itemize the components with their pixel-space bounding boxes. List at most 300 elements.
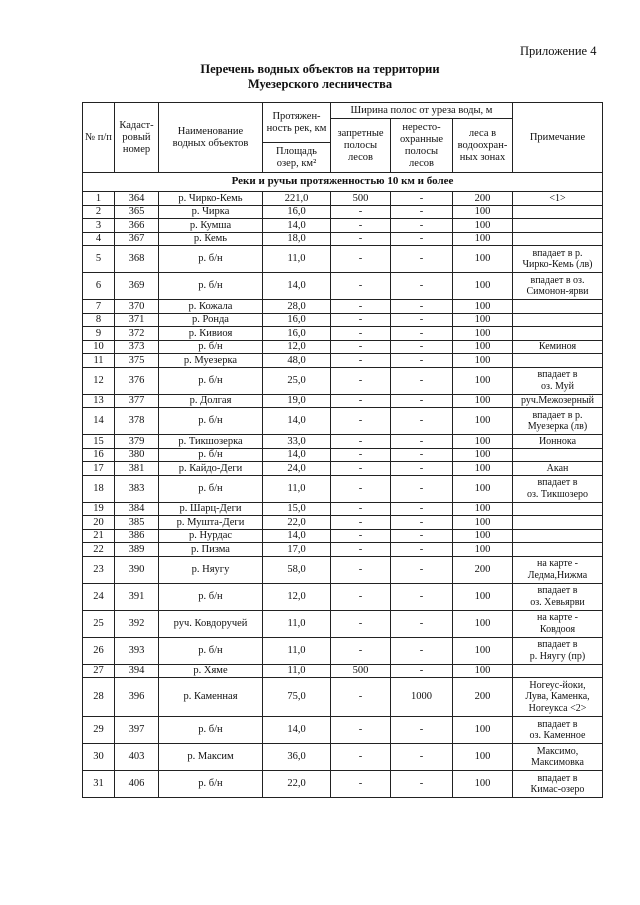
- table-row: [83, 246, 603, 273]
- note-line: впадает в: [537, 772, 578, 784]
- cadastral-cell: 378: [115, 408, 159, 435]
- vodo-cell: 100: [453, 313, 513, 327]
- zapret-cell: -: [331, 678, 391, 717]
- zapret-cell: -: [331, 205, 391, 219]
- length-cell: 12,0: [263, 340, 331, 354]
- note-line: впадает в: [537, 585, 578, 596]
- name-cell: р. Шарц-Деги: [159, 502, 263, 516]
- vodo-cell: 100: [453, 543, 513, 557]
- vodo-cell: 100: [453, 246, 513, 273]
- zapret-cell: -: [331, 313, 391, 327]
- cadastral-cell: 381: [115, 462, 159, 476]
- length-cell: 28,0: [263, 300, 331, 314]
- length-cell: 14,0: [263, 273, 331, 300]
- header-area: Площадь озер, км²: [263, 143, 331, 173]
- name-cell: р. Пизма: [159, 543, 263, 557]
- zapret-cell: -: [331, 367, 391, 394]
- nerest-cell: -: [391, 273, 453, 300]
- note-line: Ледма,Нижма: [527, 569, 588, 581]
- note-line: впадает в оз.: [530, 274, 585, 286]
- num-cell: 10: [83, 340, 115, 354]
- nerest-cell: -: [391, 313, 453, 327]
- note-cell: [513, 637, 603, 664]
- vodo-cell: 200: [453, 678, 513, 717]
- name-cell: р. Муезерка: [159, 354, 263, 368]
- note-line: оз. Тикшозеро: [526, 488, 589, 500]
- table-row: [83, 771, 603, 798]
- nerest-cell: -: [391, 475, 453, 502]
- note-line: руч.Межозерный: [520, 395, 595, 406]
- vodo-cell: 100: [453, 354, 513, 368]
- nerest-cell: -: [391, 502, 453, 516]
- name-cell: р. б/н: [159, 273, 263, 300]
- note-cell: [513, 340, 603, 354]
- nerest-cell: -: [391, 543, 453, 557]
- header-zapret: запретные полосы лесов: [331, 119, 391, 173]
- num-cell: 22: [83, 543, 115, 557]
- table-row: [83, 556, 603, 583]
- num-cell: 24: [83, 583, 115, 610]
- nerest-cell: -: [391, 583, 453, 610]
- name-cell: р. Тикшозерка: [159, 435, 263, 449]
- length-cell: 17,0: [263, 543, 331, 557]
- zapret-cell: -: [331, 327, 391, 341]
- cadastral-cell: 396: [115, 678, 159, 717]
- note-line: Ногеукса <2>: [528, 702, 587, 714]
- length-cell: 16,0: [263, 205, 331, 219]
- note-line: впадает в: [537, 369, 578, 380]
- num-cell: 26: [83, 637, 115, 664]
- note-line: р. Няугу (пр): [529, 650, 586, 662]
- note-line: Симонон-ярви: [526, 286, 589, 297]
- note-cell: [513, 192, 603, 206]
- cadastral-cell: 365: [115, 205, 159, 219]
- cadastral-cell: 364: [115, 192, 159, 206]
- note-cell: [513, 475, 603, 502]
- name-cell: р. Максим: [159, 744, 263, 771]
- cadastral-cell: 384: [115, 502, 159, 516]
- nerest-cell: 1000: [391, 678, 453, 717]
- zapret-cell: -: [331, 556, 391, 583]
- cadastral-cell: 383: [115, 475, 159, 502]
- note-line: Муезерка (лв): [527, 421, 588, 432]
- num-cell: 25: [83, 610, 115, 637]
- cadastral-cell: 371: [115, 313, 159, 327]
- table-row: [83, 664, 603, 678]
- note-cell: [513, 205, 603, 219]
- nerest-cell: -: [391, 205, 453, 219]
- zapret-cell: -: [331, 354, 391, 368]
- nerest-cell: -: [391, 367, 453, 394]
- table-row: [83, 354, 603, 368]
- note-cell: [513, 408, 603, 435]
- num-cell: 21: [83, 529, 115, 543]
- table-row: [83, 300, 603, 314]
- header-width-group: Ширина полос от уреза воды, м: [331, 103, 513, 119]
- vodo-cell: 100: [453, 771, 513, 798]
- note-line: на карте -: [537, 558, 578, 569]
- vodo-cell: 100: [453, 744, 513, 771]
- vodo-cell: 100: [453, 408, 513, 435]
- nerest-cell: -: [391, 192, 453, 206]
- zapret-cell: -: [331, 219, 391, 233]
- length-cell: 58,0: [263, 556, 331, 583]
- note-cell: [513, 448, 603, 462]
- length-cell: 14,0: [263, 219, 331, 233]
- cadastral-cell: 376: [115, 367, 159, 394]
- length-cell: 16,0: [263, 313, 331, 327]
- name-cell: р. Долгая: [159, 394, 263, 408]
- note-line: Ногеус-йоки,: [529, 679, 586, 691]
- cadastral-cell: 370: [115, 300, 159, 314]
- table-row: [83, 327, 603, 341]
- length-cell: 14,0: [263, 529, 331, 543]
- table-row: [83, 367, 603, 394]
- note-cell: [513, 219, 603, 233]
- length-cell: 14,0: [263, 717, 331, 744]
- header-nerest: нересто- охранные полосы лесов: [391, 119, 453, 173]
- vodo-cell: 100: [453, 610, 513, 637]
- nerest-cell: -: [391, 717, 453, 744]
- note-cell: [513, 610, 603, 637]
- note-line: на карте -: [537, 612, 578, 623]
- note-cell: [513, 394, 603, 408]
- table-row: [83, 313, 603, 327]
- num-cell: 17: [83, 462, 115, 476]
- zapret-cell: -: [331, 583, 391, 610]
- name-cell: р. б/н: [159, 367, 263, 394]
- vodo-cell: 100: [453, 205, 513, 219]
- nerest-cell: -: [391, 408, 453, 435]
- nerest-cell: -: [391, 556, 453, 583]
- length-cell: 19,0: [263, 394, 331, 408]
- table-row: [83, 744, 603, 771]
- num-cell: 13: [83, 394, 115, 408]
- zapret-cell: -: [331, 408, 391, 435]
- length-cell: 221,0: [263, 192, 331, 206]
- title-line-2: Муезерского лесничества: [247, 77, 393, 91]
- name-cell: р. б/н: [159, 717, 263, 744]
- note-line: оз. Муй: [541, 380, 574, 392]
- num-cell: 27: [83, 664, 115, 678]
- nerest-cell: -: [391, 246, 453, 273]
- table-row: [83, 408, 603, 435]
- table-row: [83, 610, 603, 637]
- table-row: [83, 340, 603, 354]
- vodo-cell: 100: [453, 273, 513, 300]
- note-cell: [513, 583, 603, 610]
- note-line: Ионнока: [538, 435, 577, 447]
- note-cell: [513, 300, 603, 314]
- length-cell: 11,0: [263, 664, 331, 678]
- cadastral-cell: 380: [115, 448, 159, 462]
- vodo-cell: 100: [453, 232, 513, 246]
- name-cell: р. Каменная: [159, 678, 263, 717]
- num-cell: 29: [83, 717, 115, 744]
- num-cell: 3: [83, 219, 115, 233]
- name-cell: р. б/н: [159, 408, 263, 435]
- cadastral-cell: 367: [115, 232, 159, 246]
- length-cell: 18,0: [263, 232, 331, 246]
- length-cell: 14,0: [263, 448, 331, 462]
- header-name: Наименование водных объектов: [159, 103, 263, 173]
- zapret-cell: -: [331, 771, 391, 798]
- zapret-cell: -: [331, 448, 391, 462]
- header-vodo: леса в водоохран- ных зонах: [453, 119, 513, 173]
- nerest-cell: -: [391, 462, 453, 476]
- name-cell: р. Мушта-Деги: [159, 516, 263, 530]
- name-cell: р. Хяме: [159, 664, 263, 678]
- name-cell: р. Кивиоя: [159, 327, 263, 341]
- zapret-cell: -: [331, 516, 391, 530]
- note-cell: [513, 354, 603, 368]
- note-line: Максимовка: [531, 757, 584, 768]
- name-cell: р. Нурдас: [159, 529, 263, 543]
- name-cell: р. Кемь: [159, 232, 263, 246]
- note-line: Чирко-Кемь (лв): [522, 259, 593, 270]
- zapret-cell: 500: [331, 192, 391, 206]
- nerest-cell: -: [391, 232, 453, 246]
- name-cell: р. б/н: [159, 771, 263, 798]
- name-cell: р. б/н: [159, 637, 263, 664]
- cadastral-cell: 375: [115, 354, 159, 368]
- name-cell: р. Чирка: [159, 205, 263, 219]
- num-cell: 18: [83, 475, 115, 502]
- length-cell: 75,0: [263, 678, 331, 717]
- table-row: [83, 543, 603, 557]
- note-cell: [513, 502, 603, 516]
- num-cell: 20: [83, 516, 115, 530]
- section-row: [83, 173, 603, 192]
- header-cadastral: Кадаст- ровый номер: [115, 103, 159, 173]
- num-cell: 16: [83, 448, 115, 462]
- num-cell: 15: [83, 435, 115, 449]
- vodo-cell: 100: [453, 327, 513, 341]
- zapret-cell: 500: [331, 664, 391, 678]
- table-row: [83, 435, 603, 449]
- cadastral-cell: 389: [115, 543, 159, 557]
- cadastral-cell: 391: [115, 583, 159, 610]
- table-row: [83, 717, 603, 744]
- note-line: Акан: [546, 462, 569, 474]
- length-cell: 15,0: [263, 502, 331, 516]
- cadastral-cell: 386: [115, 529, 159, 543]
- table-row: [83, 394, 603, 408]
- length-cell: 16,0: [263, 327, 331, 341]
- name-cell: руч. Ковдоручей: [159, 610, 263, 637]
- nerest-cell: -: [391, 610, 453, 637]
- num-cell: 11: [83, 354, 115, 368]
- num-cell: 2: [83, 205, 115, 219]
- num-cell: 1: [83, 192, 115, 206]
- cadastral-cell: 379: [115, 435, 159, 449]
- nerest-cell: -: [391, 637, 453, 664]
- num-cell: 14: [83, 408, 115, 435]
- length-cell: 12,0: [263, 583, 331, 610]
- note-cell: [513, 232, 603, 246]
- table-row: [83, 502, 603, 516]
- zapret-cell: -: [331, 232, 391, 246]
- cadastral-cell: 368: [115, 246, 159, 273]
- zapret-cell: -: [331, 300, 391, 314]
- header-note: Примечание: [513, 103, 603, 173]
- note-line: оз. Хевьярви: [530, 596, 585, 608]
- note-cell: [513, 327, 603, 341]
- nerest-cell: -: [391, 435, 453, 449]
- note-line: Кеминоя: [538, 341, 577, 352]
- length-cell: 33,0: [263, 435, 331, 449]
- vodo-cell: 100: [453, 475, 513, 502]
- vodo-cell: 100: [453, 502, 513, 516]
- cadastral-cell: 390: [115, 556, 159, 583]
- nerest-cell: -: [391, 327, 453, 341]
- num-cell: 4: [83, 232, 115, 246]
- num-cell: 9: [83, 327, 115, 341]
- name-cell: р. Кумша: [159, 219, 263, 233]
- cadastral-cell: 397: [115, 717, 159, 744]
- note-cell: [513, 717, 603, 744]
- title-line-1: Перечень водных объектов на территории: [200, 62, 440, 76]
- cadastral-cell: 366: [115, 219, 159, 233]
- cadastral-cell: 403: [115, 744, 159, 771]
- note-line: впадает в: [537, 477, 578, 488]
- length-cell: 48,0: [263, 354, 331, 368]
- vodo-cell: 100: [453, 367, 513, 394]
- note-cell: [513, 664, 603, 678]
- note-cell: [513, 462, 603, 476]
- vodo-cell: 100: [453, 516, 513, 530]
- note-line: Ковдооя: [539, 623, 576, 635]
- header-num: № п/п: [83, 103, 115, 173]
- num-cell: 5: [83, 246, 115, 273]
- zapret-cell: -: [331, 543, 391, 557]
- vodo-cell: 100: [453, 717, 513, 744]
- table-row: [83, 475, 603, 502]
- vodo-cell: 100: [453, 435, 513, 449]
- num-cell: 19: [83, 502, 115, 516]
- zapret-cell: -: [331, 475, 391, 502]
- name-cell: р. Няугу: [159, 556, 263, 583]
- zapret-cell: -: [331, 744, 391, 771]
- table-row: [83, 273, 603, 300]
- num-cell: 12: [83, 367, 115, 394]
- vodo-cell: 100: [453, 637, 513, 664]
- note-line: оз. Каменное: [529, 730, 586, 741]
- zapret-cell: -: [331, 637, 391, 664]
- vodo-cell: 200: [453, 192, 513, 206]
- name-cell: р. б/н: [159, 583, 263, 610]
- table-row: [83, 583, 603, 610]
- note-cell: [513, 556, 603, 583]
- nerest-cell: -: [391, 529, 453, 543]
- nerest-cell: -: [391, 664, 453, 678]
- length-cell: 25,0: [263, 367, 331, 394]
- note-line: впадает в р.: [532, 247, 583, 259]
- table-row: [83, 529, 603, 543]
- zapret-cell: -: [331, 717, 391, 744]
- length-cell: 22,0: [263, 771, 331, 798]
- nerest-cell: -: [391, 340, 453, 354]
- name-cell: р. Кожала: [159, 300, 263, 314]
- vodo-cell: 200: [453, 556, 513, 583]
- nerest-cell: -: [391, 516, 453, 530]
- note-line: впадает в р.: [532, 409, 583, 421]
- num-cell: 30: [83, 744, 115, 771]
- name-cell: р. б/н: [159, 475, 263, 502]
- table-row: [83, 219, 603, 233]
- note-cell: [513, 543, 603, 557]
- vodo-cell: 100: [453, 394, 513, 408]
- table-row: [83, 516, 603, 530]
- note-cell: [513, 246, 603, 273]
- cadastral-cell: 406: [115, 771, 159, 798]
- table-row: [83, 678, 603, 717]
- note-line: впадает в: [537, 639, 578, 650]
- note-cell: [513, 678, 603, 717]
- num-cell: 8: [83, 313, 115, 327]
- cadastral-cell: 392: [115, 610, 159, 637]
- cadastral-cell: 394: [115, 664, 159, 678]
- nerest-cell: -: [391, 744, 453, 771]
- vodo-cell: 100: [453, 664, 513, 678]
- name-cell: р. Ронда: [159, 313, 263, 327]
- vodo-cell: 100: [453, 529, 513, 543]
- note-cell: [513, 516, 603, 530]
- note-cell: [513, 313, 603, 327]
- vodo-cell: 100: [453, 340, 513, 354]
- zapret-cell: -: [331, 273, 391, 300]
- zapret-cell: -: [331, 610, 391, 637]
- num-cell: 6: [83, 273, 115, 300]
- length-cell: 24,0: [263, 462, 331, 476]
- note-line: Максимо,: [536, 745, 579, 757]
- nerest-cell: -: [391, 448, 453, 462]
- vodo-cell: 100: [453, 219, 513, 233]
- length-cell: 11,0: [263, 637, 331, 664]
- note-cell: [513, 367, 603, 394]
- table-row: [83, 205, 603, 219]
- length-cell: 11,0: [263, 475, 331, 502]
- length-cell: 22,0: [263, 516, 331, 530]
- page-title: [0, 62, 640, 92]
- zapret-cell: -: [331, 529, 391, 543]
- nerest-cell: -: [391, 771, 453, 798]
- zapret-cell: -: [331, 435, 391, 449]
- water-objects-table: [82, 102, 603, 798]
- cadastral-cell: 369: [115, 273, 159, 300]
- note-cell: [513, 771, 603, 798]
- nerest-cell: -: [391, 354, 453, 368]
- num-cell: 7: [83, 300, 115, 314]
- header-length: Протяжен- ность рек, км: [263, 103, 331, 143]
- note-cell: [513, 744, 603, 771]
- note-cell: [513, 529, 603, 543]
- zapret-cell: -: [331, 340, 391, 354]
- length-cell: 14,0: [263, 408, 331, 435]
- cadastral-cell: 393: [115, 637, 159, 664]
- note-line: <1>: [549, 192, 566, 204]
- cadastral-cell: 385: [115, 516, 159, 530]
- vodo-cell: 100: [453, 583, 513, 610]
- appendix-label: Приложение 4: [520, 44, 597, 58]
- note-line: Лува, Каменка,: [525, 691, 590, 703]
- section-title: Реки и ручьи протяженностью 10 км и более: [83, 173, 603, 192]
- nerest-cell: -: [391, 219, 453, 233]
- cadastral-cell: 373: [115, 340, 159, 354]
- length-cell: 36,0: [263, 744, 331, 771]
- vodo-cell: 100: [453, 300, 513, 314]
- note-cell: [513, 435, 603, 449]
